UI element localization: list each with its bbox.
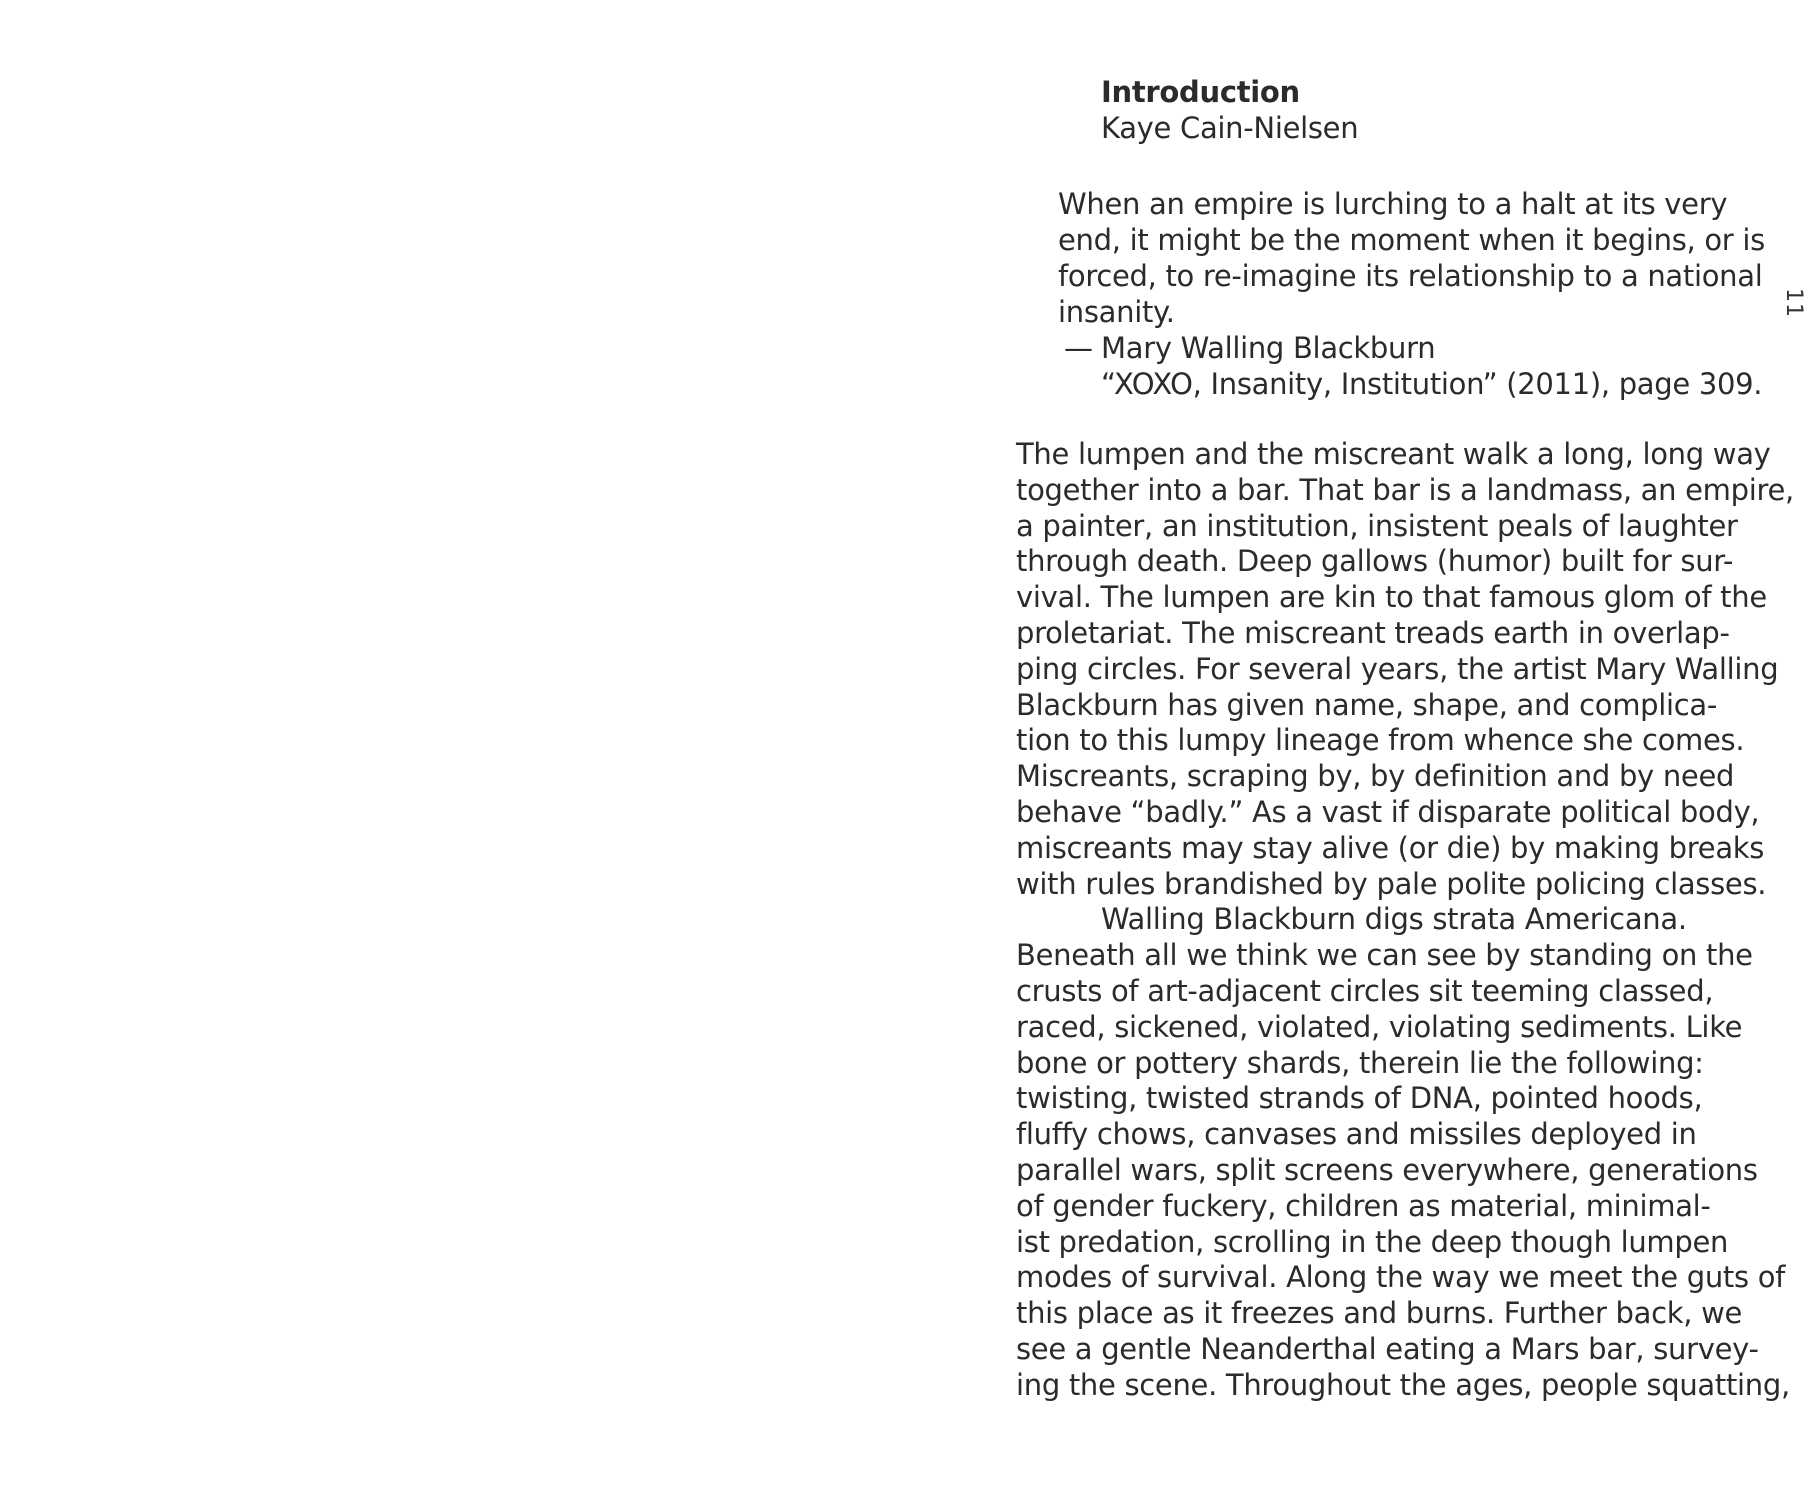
body-line: Beneath all we think we can see by standing on the — [1016, 938, 1753, 973]
body-line: together into a bar. That bar is a landmass, an empire, — [1016, 472, 1794, 507]
body-line: ing the scene. Throughout the ages, people squatting, — [1016, 1367, 1790, 1402]
body-line: proletariat. The miscreant treads earth in overlap- — [1016, 615, 1730, 650]
epigraph-line: When an empire is lurching to a halt at its very — [1058, 187, 1728, 221]
body-line: behave “badly.” As a vast if disparate political body, — [1016, 794, 1760, 829]
body-line: tion to this lumpy lineage from whence she comes. — [1016, 723, 1745, 758]
body-line: raced, sickened, violated, violating sediments. Like — [1016, 1009, 1743, 1044]
epigraph-attribution — [1058, 330, 1758, 366]
page-number: 11 — [1781, 288, 1806, 318]
body-line: vival. The lumpen are kin to that famous glom of the — [1016, 580, 1767, 615]
body-line: The lumpen and the miscreant walk a long, long way — [1016, 437, 1771, 471]
body-line: modes of survival. Along the way we meet the guts of — [1016, 1260, 1786, 1295]
em-dash: — — [1064, 331, 1093, 365]
body-line: with rules brandished by pale polite policing classes. — [1016, 866, 1767, 901]
epigraph-line: end, it might be the moment when it begins, or is — [1058, 223, 1765, 257]
body-line: ist predation, scrolling in the deep though lumpen — [1016, 1224, 1729, 1259]
body-line: of gender fuckery, children as material, minimal- — [1016, 1188, 1711, 1223]
right-page — [910, 0, 1820, 1500]
body-text — [1016, 437, 1794, 1404]
paragraph-start-line: Walling Blackburn digs strata Americana. — [1101, 902, 1687, 937]
body-line: parallel wars, split screens everywhere, generations — [1016, 1152, 1758, 1187]
epigraph-line: insanity. — [1058, 295, 1175, 329]
chapter-title: Introduction — [1101, 75, 1300, 109]
epigraph — [1058, 186, 1765, 402]
body-line: see a gentle Neanderthal eating a Mars bar, survey- — [1016, 1331, 1759, 1366]
body-line: miscreants may stay alive (or die) by making breaks — [1016, 830, 1765, 865]
attribution-name: Mary Walling Blackburn — [1101, 331, 1436, 365]
body-line: twisting, twisted strands of DNA, pointed hoods, — [1016, 1081, 1703, 1116]
body-line: fluffy chows, canvases and missiles deployed in — [1016, 1117, 1697, 1152]
epigraph-line: forced, to re-imagine its relationship to a national — [1058, 259, 1763, 293]
body-line: bone or pottery shards, therein lie the following: — [1016, 1045, 1704, 1080]
body-line: crusts of art-adjacent circles sit teeming classed, — [1016, 973, 1714, 1008]
chapter-heading — [1101, 74, 1358, 146]
body-line: Miscreants, scraping by, by definition and by need — [1016, 759, 1735, 794]
body-line: this place as it freezes and burns. Further back, we — [1016, 1296, 1743, 1331]
body-line: ping circles. For several years, the artist Mary Walling — [1016, 651, 1779, 686]
chapter-author: Kaye Cain-Nielsen — [1101, 111, 1359, 145]
attribution-source: “XOXO, Insanity, Institution” (2011), page 309. — [1101, 367, 1763, 401]
body-line: Blackburn has given name, shape, and complica- — [1016, 687, 1718, 722]
body-line: through death. Deep gallows (humor) built for sur- — [1016, 544, 1734, 579]
body-line: a painter, an institution, insistent peals of laughter — [1016, 508, 1738, 543]
